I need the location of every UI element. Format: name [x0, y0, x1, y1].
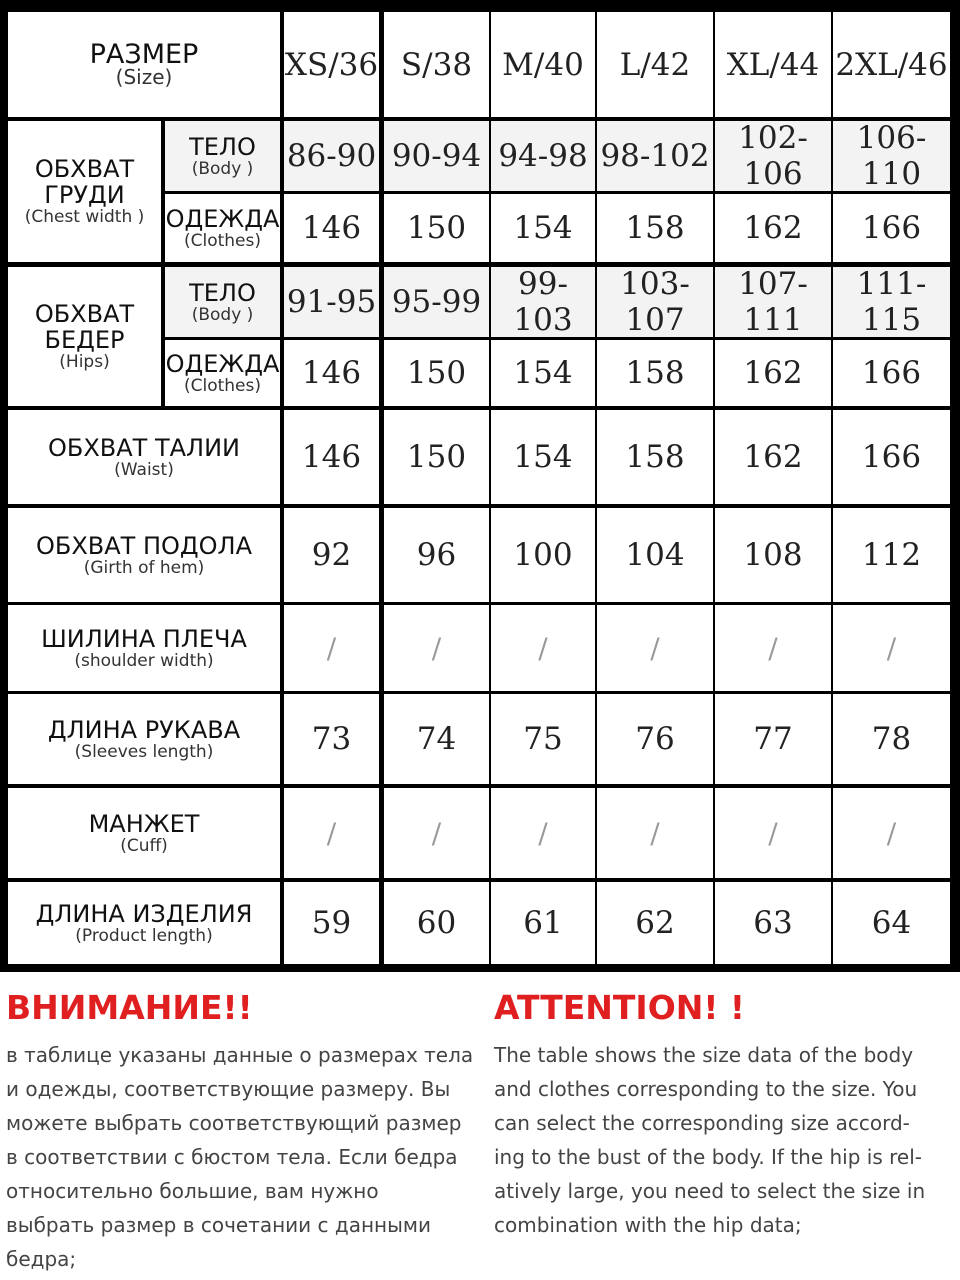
empty-value: /	[326, 631, 337, 665]
size-column-label: S/38	[400, 46, 473, 83]
size-column-label: XS/36	[284, 46, 379, 83]
hips-clothes-value: 158	[625, 355, 685, 391]
row-label: ДЛИНА РУКАВА	[47, 715, 241, 744]
hips-clothes-label: ОДЕЖДА	[165, 349, 280, 378]
table-cell	[284, 340, 379, 406]
table-cell	[384, 267, 489, 337]
table-cell	[491, 340, 595, 406]
row-value: 59	[311, 905, 352, 941]
table-cell	[491, 410, 595, 504]
size-column-header	[384, 12, 489, 117]
table-cell	[715, 694, 831, 784]
chest-clothes-value: 154	[513, 210, 573, 246]
chest-body-value: 98-102	[600, 138, 710, 174]
chest-sublabel: (Chest width )	[24, 207, 145, 227]
hips-clothes-value: 150	[406, 355, 467, 391]
hips-group-label	[8, 267, 161, 406]
chest-clothes-value: 166	[861, 210, 922, 246]
table-cell	[284, 694, 379, 784]
hips-body-sublabel: (Body )	[191, 304, 254, 325]
hips-label: ОБХВАТ БЕДЕР	[34, 300, 135, 354]
table-cell	[597, 508, 713, 602]
table-cell	[833, 267, 950, 337]
table-cell	[715, 410, 831, 504]
size-header-sub: (Size)	[115, 65, 173, 89]
table-cell	[491, 882, 595, 964]
row-value: 63	[753, 905, 793, 941]
empty-value: /	[650, 816, 660, 850]
table-cell	[597, 694, 713, 784]
size-column-label: L/42	[619, 46, 691, 83]
size-column-header	[491, 12, 595, 117]
table-cell	[833, 882, 950, 964]
row-value: 146	[301, 439, 362, 475]
table-cell	[284, 267, 379, 337]
table-cell	[384, 605, 489, 691]
table-cell	[384, 788, 489, 878]
size-header-label: РАЗМЕР	[89, 39, 199, 70]
table-cell	[597, 121, 713, 191]
table-cell	[284, 882, 379, 964]
table-cell	[833, 508, 950, 602]
table-cell	[715, 882, 831, 964]
attention-title-ru: ВНИМАНИЕ!!	[6, 988, 253, 1027]
chest-body-value: 102-106	[738, 120, 808, 192]
row-value: 76	[635, 721, 675, 757]
table-cell	[597, 605, 713, 691]
row-value: 112	[861, 537, 922, 573]
row-label-cell	[8, 508, 280, 602]
row-value: 64	[871, 905, 912, 941]
row-label-cell	[8, 882, 280, 964]
row-label-cell	[8, 694, 280, 784]
row-value: 104	[625, 537, 685, 573]
hips-body-label: ТЕЛО	[189, 278, 256, 307]
table-cell	[597, 340, 713, 406]
table-cell	[715, 788, 831, 878]
hips-clothes-value: 166	[861, 355, 922, 391]
table-cell	[833, 410, 950, 504]
chest-body-value: 90-94	[391, 138, 482, 174]
hips-clothes-sublabel: (Clothes)	[183, 375, 261, 396]
size-column-label: 2XL/46	[835, 46, 948, 83]
chest-clothes-sublabel: (Clothes)	[183, 230, 261, 251]
row-value: 75	[523, 721, 563, 757]
hips-clothes-value: 154	[513, 355, 573, 391]
empty-value: /	[886, 816, 897, 850]
row-label: ДЛИНА ИЗДЕЛИЯ	[35, 899, 253, 928]
row-label-cell	[8, 788, 280, 878]
hips-clothes-value: 162	[743, 355, 803, 391]
table-cell	[597, 410, 713, 504]
table-cell	[284, 121, 379, 191]
table-cell	[833, 340, 950, 406]
size-column-label: XL/44	[726, 46, 820, 83]
row-value: 74	[416, 721, 457, 757]
table-cell	[491, 267, 595, 337]
table-cell	[597, 267, 713, 337]
table-cell	[491, 694, 595, 784]
table-cell	[597, 788, 713, 878]
table-cell	[715, 508, 831, 602]
row-value: 108	[743, 537, 803, 573]
row-label: МАНЖЕТ	[88, 809, 200, 838]
table-cell	[833, 121, 950, 191]
table-cell	[715, 121, 831, 191]
row-value: 73	[311, 721, 352, 757]
chest-clothes-label-cell	[165, 194, 280, 262]
table-cell	[715, 340, 831, 406]
table-cell	[715, 194, 831, 262]
table-cell	[715, 267, 831, 337]
table-cell	[491, 121, 595, 191]
row-label-cell	[8, 410, 280, 504]
chest-clothes-label: ОДЕЖДА	[165, 204, 280, 233]
size-column-header	[597, 12, 713, 117]
row-sublabel: (Waist)	[114, 459, 174, 480]
attention-text-en: The table shows the size data of the body and clothes corresponding to the size. You can select the corresponding size accord- ing to the bust of the body. If the hip is rel- atively large, you need to select the size in combination with the hip data;	[494, 1043, 926, 1237]
table-cell	[491, 194, 595, 262]
row-value: 100	[513, 537, 573, 573]
table-cell	[284, 410, 379, 504]
table-cell	[491, 508, 595, 602]
chest-clothes-value: 158	[625, 210, 685, 246]
table-cell	[284, 508, 379, 602]
chest-body-value: 86-90	[286, 138, 377, 174]
hips-clothes-label-cell	[165, 340, 280, 406]
chest-clothes-value: 146	[301, 210, 362, 246]
table-cell	[491, 788, 595, 878]
chest-group-label	[8, 121, 161, 262]
row-value: 158	[625, 439, 685, 475]
row-value: 61	[523, 905, 563, 941]
table-cell	[384, 694, 489, 784]
attention-title-en: ATTENTION! !	[494, 988, 745, 1027]
empty-value: /	[650, 631, 660, 665]
table-cell	[284, 605, 379, 691]
size-column-header	[715, 12, 831, 117]
chest-body-value: 106-110	[856, 120, 927, 192]
row-value: 150	[406, 439, 467, 475]
chest-clothes-value: 150	[406, 210, 467, 246]
size-column-header	[833, 12, 950, 117]
chest-body-sublabel: (Body )	[191, 158, 254, 179]
row-value: 77	[753, 721, 793, 757]
row-value: 96	[416, 537, 457, 573]
row-label: ОБХВАТ ТАЛИИ	[48, 433, 240, 462]
chest-body-value: 94-98	[498, 138, 588, 174]
row-value: 92	[311, 537, 352, 573]
table-cell	[833, 605, 950, 691]
row-value: 166	[861, 439, 922, 475]
table-cell	[384, 194, 489, 262]
row-sublabel: (Cuff)	[120, 835, 168, 856]
hips-body-value: 111-115	[856, 266, 927, 338]
table-cell	[384, 340, 489, 406]
empty-value: /	[326, 816, 337, 850]
table-cell	[597, 882, 713, 964]
table-cell	[833, 694, 950, 784]
size-header-cell	[8, 12, 280, 117]
size-column-label: M/40	[502, 46, 584, 83]
empty-value: /	[431, 631, 442, 665]
empty-value: /	[538, 631, 548, 665]
hips-sublabel: (Hips)	[59, 352, 110, 372]
table-cell	[715, 605, 831, 691]
row-label-cell	[8, 605, 280, 691]
row-value: 154	[513, 439, 573, 475]
hips-body-label-cell	[165, 267, 280, 337]
table-cell	[833, 194, 950, 262]
table-cell	[833, 788, 950, 878]
table-cell	[284, 788, 379, 878]
hips-body-value: 91-95	[286, 284, 377, 320]
empty-value: /	[431, 816, 442, 850]
row-sublabel: (shoulder width)	[74, 650, 214, 671]
chest-body-label-cell	[165, 121, 280, 191]
chest-body-label: ТЕЛО	[189, 132, 256, 161]
empty-value: /	[538, 816, 548, 850]
row-sublabel: (Product length)	[75, 925, 213, 946]
table-cell	[384, 508, 489, 602]
table-cell	[384, 121, 489, 191]
table-cell	[384, 882, 489, 964]
row-sublabel: (Girth of hem)	[83, 557, 205, 578]
empty-value: /	[768, 816, 778, 850]
hips-body-value: 103-107	[620, 266, 690, 338]
hips-body-value: 99-103	[513, 266, 573, 338]
size-column-header	[284, 12, 379, 117]
empty-value: /	[886, 631, 897, 665]
empty-value: /	[768, 631, 778, 665]
table-cell	[284, 194, 379, 262]
chest-label: ОБХВАТ ГРУДИ	[34, 155, 135, 209]
row-value: 62	[635, 905, 675, 941]
hips-body-value: 95-99	[391, 284, 482, 320]
row-label: ШИЛИНА ПЛЕЧА	[41, 624, 247, 653]
table-cell	[491, 605, 595, 691]
row-value: 60	[416, 905, 457, 941]
row-value: 78	[871, 721, 912, 757]
table-cell	[597, 194, 713, 262]
hips-body-value: 107-111	[738, 266, 808, 338]
row-value: 162	[743, 439, 803, 475]
row-sublabel: (Sleeves length)	[74, 741, 214, 762]
chest-clothes-value: 162	[743, 210, 803, 246]
table-cell	[384, 410, 489, 504]
hips-clothes-value: 146	[301, 355, 362, 391]
row-label: ОБХВАТ ПОДОЛА	[35, 531, 252, 560]
attention-text-ru: в таблице указаны данные о размерах тела и одежды, соответствующие размеру. Вы можете выбрать соответствующий размер в соответствии с бюстом тела. Если бедра относительно большие, вам нужно выбрать размер в сочетании с данными бедра;	[6, 1043, 474, 1271]
